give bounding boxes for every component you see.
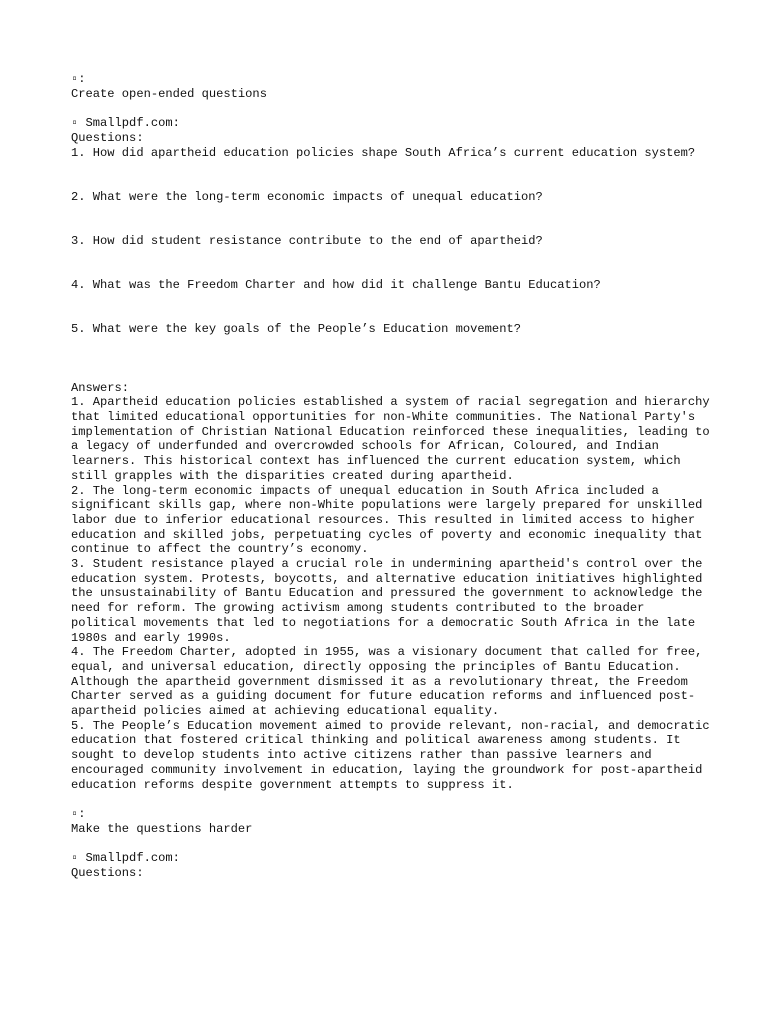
answer-item: 1. Apartheid education policies established a system of racial segregation and hierarchy that limited educational opportunities for non-White communities. The National Party's implementation of Christian National Education reinforced these inequalities, leading to a legacy of underfunded and overcrowded schools for African, Coloured, and Indian learners. This historical context has influenced the current education system, which still grapples with the disparities created during apartheid. [71, 395, 717, 483]
user-prompt: Create open-ended questions [71, 86, 267, 101]
assistant-marker: ▫ Smallpdf.com: [71, 116, 180, 131]
user-marker: ▫: [71, 806, 86, 821]
questions-heading: Questions: [71, 865, 144, 880]
assistant-marker: ▫ Smallpdf.com: [71, 851, 180, 866]
question-item: 4. What was the Freedom Charter and how did it challenge Bantu Education? [71, 277, 601, 292]
answer-item: 3. Student resistance played a crucial role in undermining apartheid's control over the education system. Protests, boycotts, and alternative education initiatives highlighted the unsustainability of Bantu Education and pressured the government to acknowledge the need for reform. The growing activism among students contributed to the broader political movements that led to negotiations for a democratic South Africa in the late 1980s and early 1990s. [71, 557, 710, 645]
question-item: 1. How did apartheid education policies shape South Africa’s current education system? [71, 145, 696, 160]
questions-heading: Questions: [71, 130, 144, 145]
question-item: 2. What were the long-term economic impacts of unequal education? [71, 189, 543, 204]
question-item: 3. How did student resistance contribute to the end of apartheid? [71, 233, 543, 248]
answer-item: 2. The long-term economic impacts of unequal education in South Africa included a significant skills gap, where non-White populations were largely prepared for unskilled labor due to inferior educational resources. This resulted in limited access to higher education and skilled jobs, perpetuating cycles of poverty and economic inequality that continue to affect the country’s economy. [71, 483, 710, 557]
user-prompt: Make the questions harder [71, 821, 253, 836]
answers-heading: Answers: [71, 380, 130, 395]
chat-transcript [71, 72, 717, 880]
user-marker: ▫: [71, 72, 86, 86]
answer-item: 5. The People’s Education movement aimed to provide relevant, non-racial, and democratic education that fostered critical thinking and political awareness among students. It sought to develop students into active citizens rather than passive learners and encouraged community involvement in education, laying the groundwork for post-apartheid education reforms despite government attempts to suppress it. [71, 718, 717, 792]
answer-item: 4. The Freedom Charter, adopted in 1955, was a visionary document that called for free, equal, and universal education, directly opposing the principles of Bantu Education. Although the apartheid government dismissed it as a revolutionary threat, the Freedom Charter served as a guiding document for future education reforms and influenced post-apartheid policies aimed at achieving educational equality. [71, 645, 710, 719]
question-item: 5. What were the key goals of the People’s Education movement? [71, 321, 521, 336]
